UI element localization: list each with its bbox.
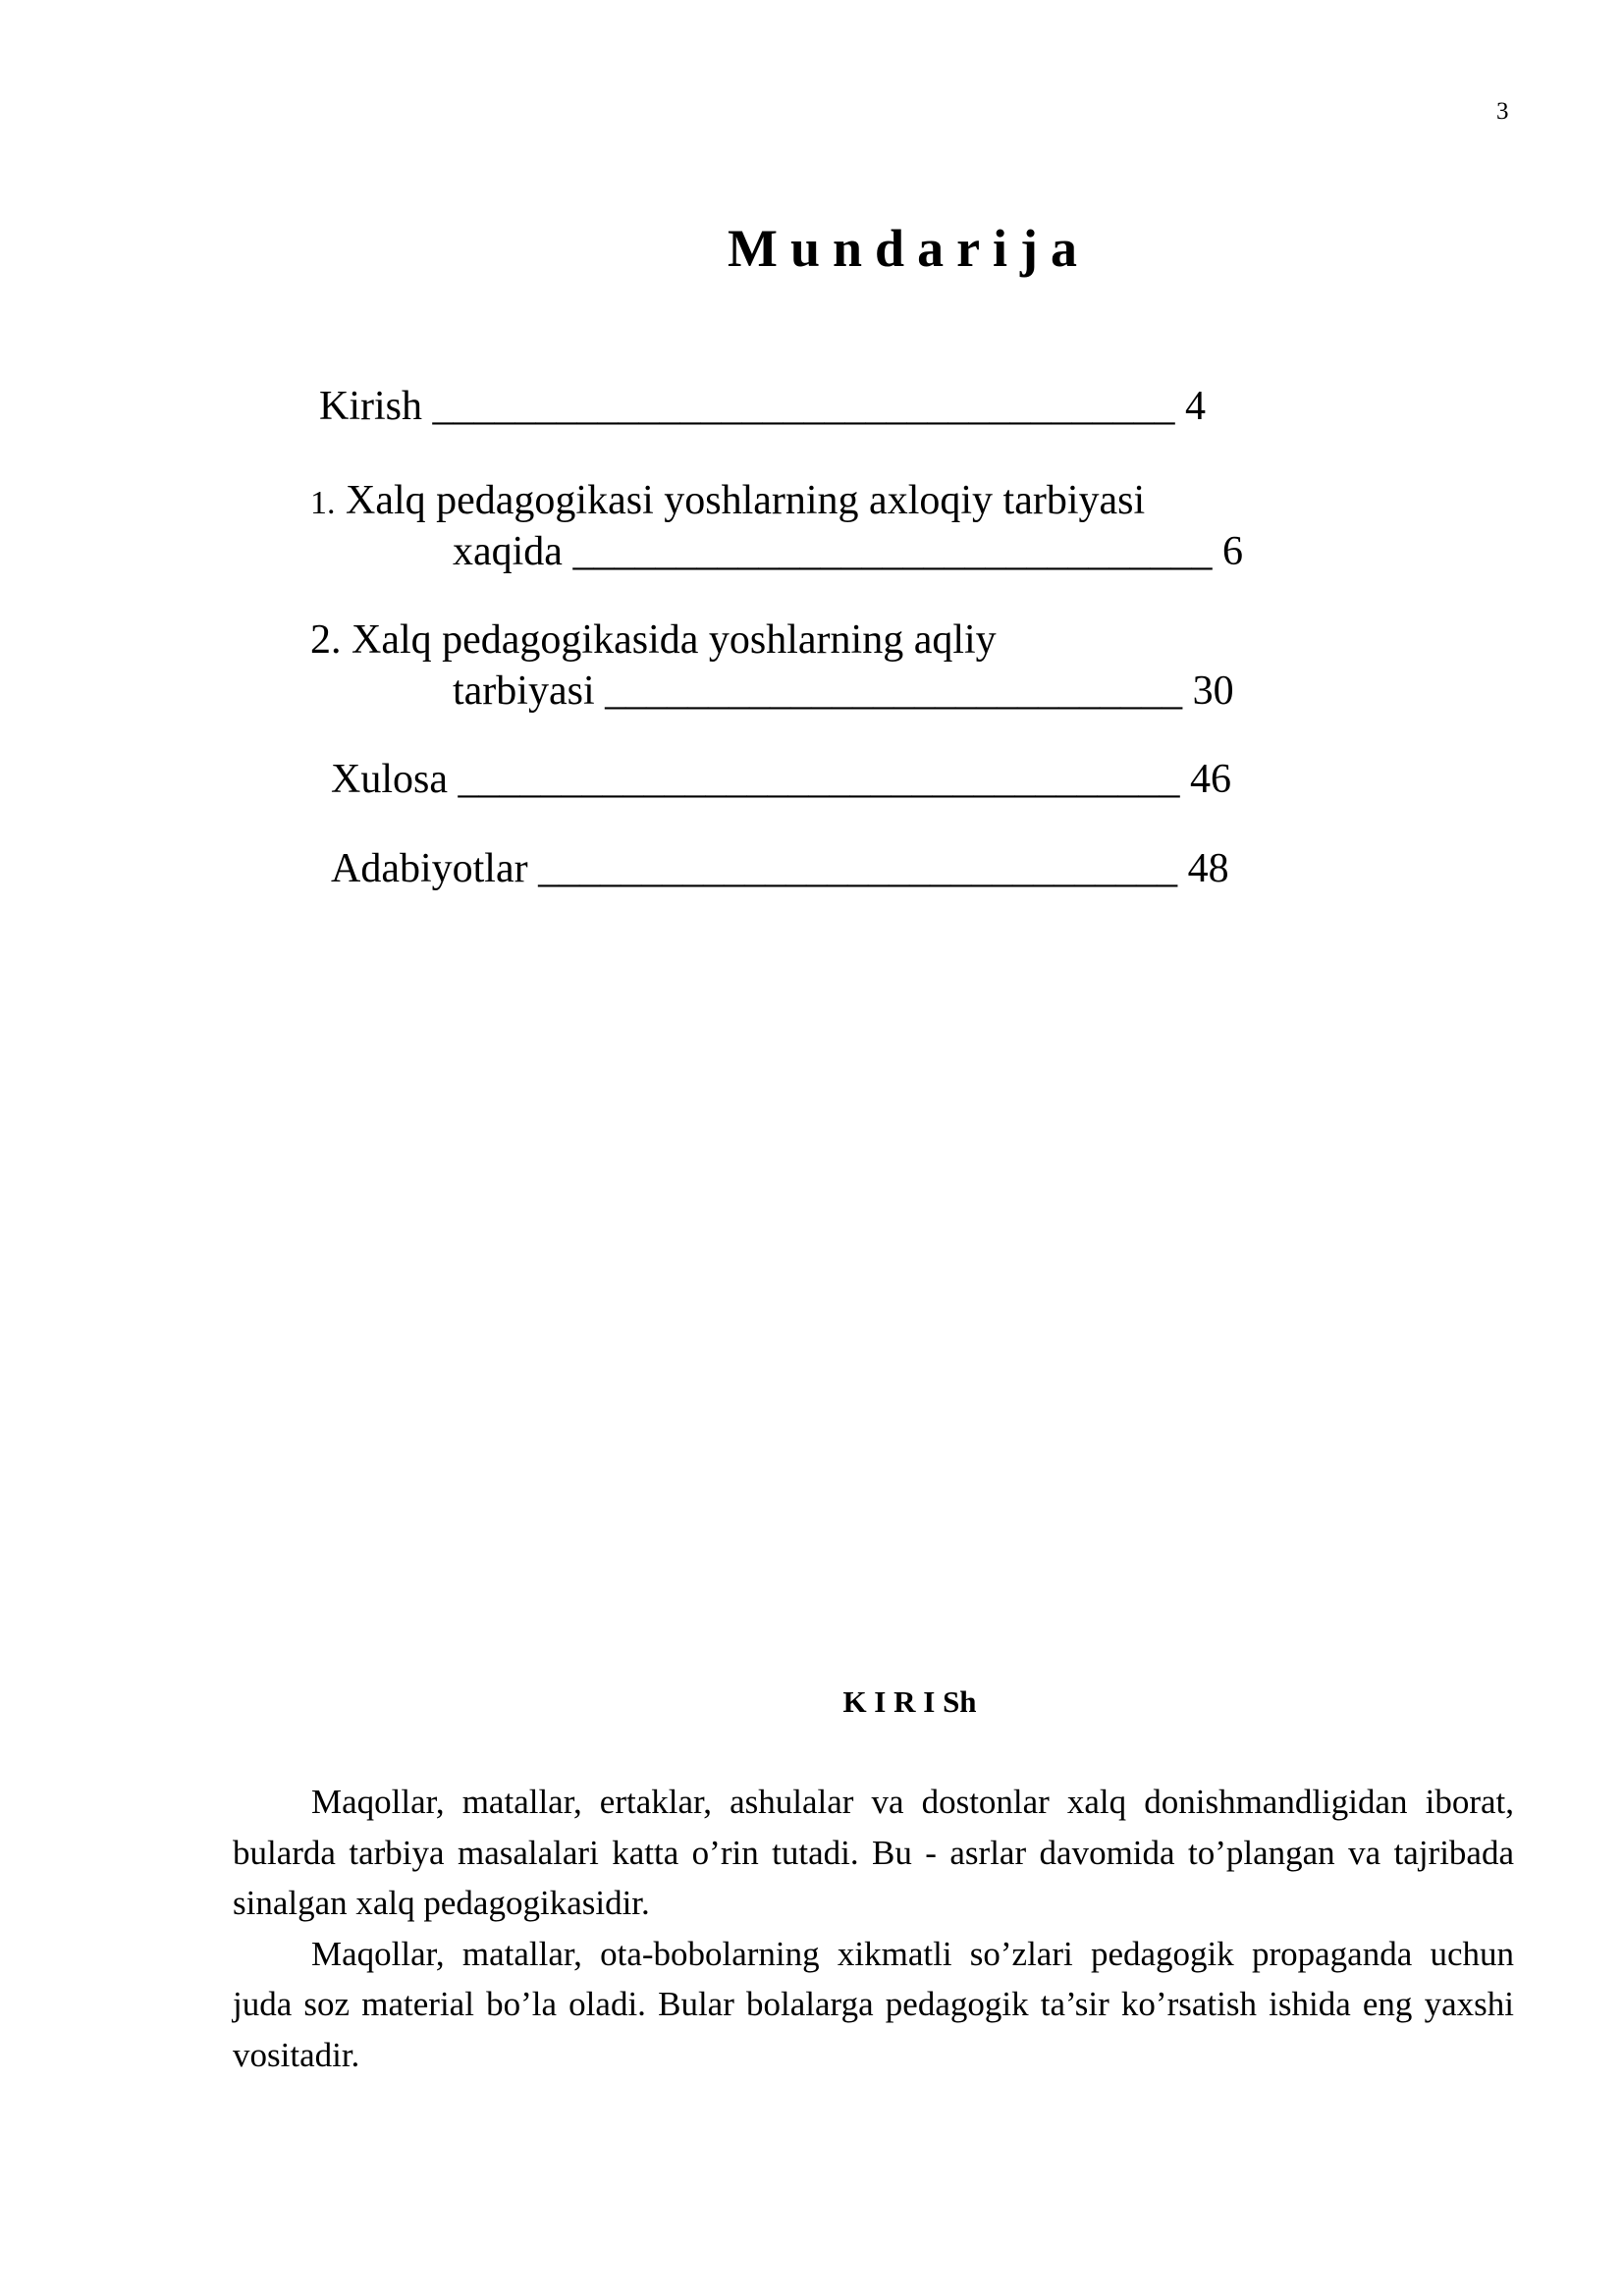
paragraph: Maqollar, matallar, ota-bobolarning xikmatli so’zlari pedagogik propaganda uchun juda soz material bo’la oladi. Bular bolalarga pedagogik ta’sir ko’rsatish ishida eng yaxshi vositadir. (233, 1934, 1514, 2074)
toc-entry-number: 1. (310, 485, 336, 521)
toc-entry-text: tarbiyasi ____________________________ 30 (453, 668, 1234, 714)
toc-entry-1 (310, 475, 1145, 529)
toc-entry-text: xaqida _______________________________ 6 (453, 529, 1243, 574)
toc-entry-text: Xulosa ___________________________________ 46 (331, 757, 1231, 802)
toc-entry-1-continued (453, 526, 1243, 577)
toc-entry-text: Xalq pedagogikasida yoshlarning aqliy (341, 617, 997, 663)
toc-entry-2-continued (453, 666, 1234, 717)
toc-entry-text: Kirish ____________________________________ 4 (319, 384, 1206, 429)
toc-title: Mundarija (728, 219, 1091, 278)
toc-entry-2 (310, 614, 997, 666)
toc-entry-text: Adabiyotlar _______________________________ 48 (331, 846, 1229, 891)
intro-body (233, 1777, 1514, 2080)
paragraph: Maqollar, matallar, ertaklar, ashulalar va dostonlar xalq donishmandligidan iborat, bularda tarbiya masalalari katta o’rin tutadi. Bu - asrlar davomida to’plangan va tajribada sinalgan xalq pedagogikasidir. (233, 1783, 1514, 1922)
toc-entry-text: Xalq pedagogikasi yoshlarning axloqiy tarbiyasi (335, 478, 1146, 523)
page-number: 3 (1496, 98, 1509, 125)
toc-entry-number: 2. (310, 617, 342, 663)
toc-entry-xulosa (331, 754, 1231, 805)
toc-entry-adabiyotlar (331, 843, 1229, 894)
section-heading-kirish: K I R I Sh (842, 1684, 977, 1719)
toc-entry-kirish (319, 381, 1206, 432)
